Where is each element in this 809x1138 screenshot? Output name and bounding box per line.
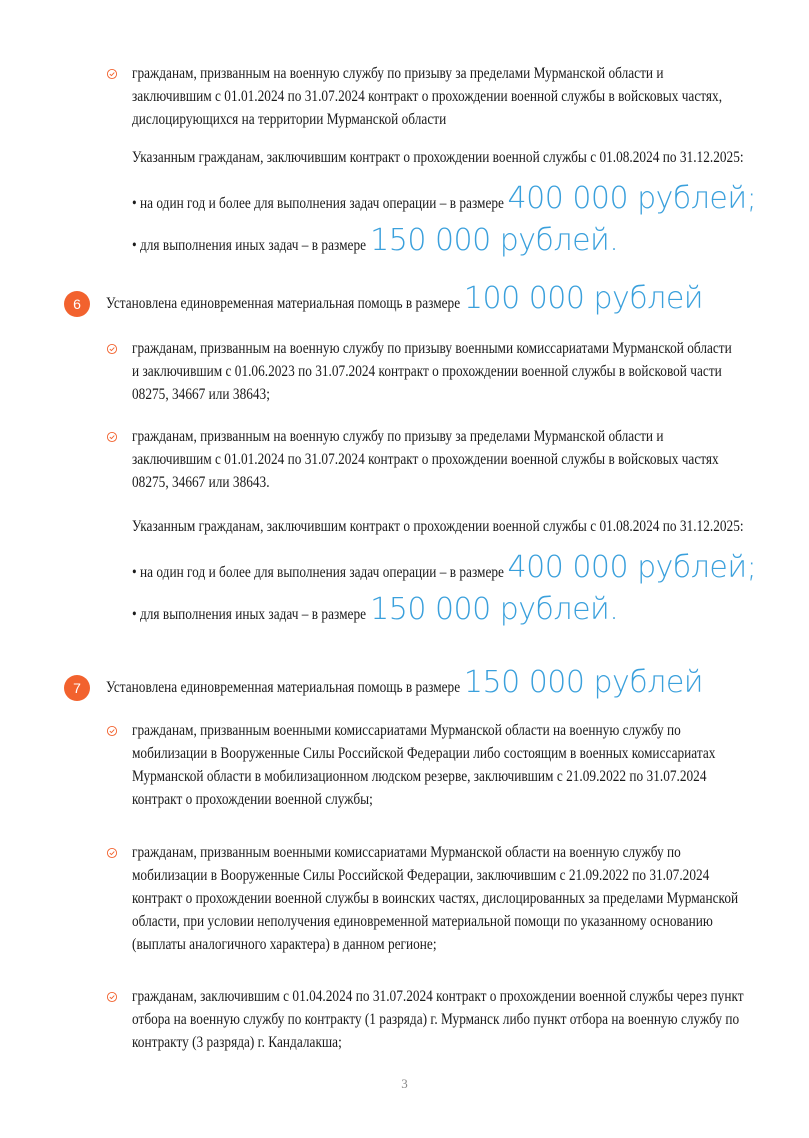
list-item: гражданам, заключившим с 01.04.2024 по 31.07.2024 контракт о прохождении военной службы через пункт отбора на военную службу по контракту (1 разряда) г. Мурманск либо пункт отбора на военную службу по контракту (3 разряда) г. Кандалакша;: [132, 988, 744, 1051]
section-amount: 100 000 рублей: [463, 281, 704, 316]
list-item: гражданам, призванным на военную службу по призыву за пределами Мурманской области и заключившим с 01.01.2024 по 31.07.2024 контракт о прохождении военной службы в войсковых частях, дислоцирующихся на территории Мурманской области: [132, 65, 723, 128]
list-item: гражданам, призванным военными комиссариатами Мурманской области на военную службу по мобилизации в Вооруженные Силы Российской Федерации либо состоящим в военных комиссариатах Мурманской области в мобилизационном людском резерве, заключившим с 21.09.2022 по 31.07.2024 контракт о прохождении военной службы;: [132, 722, 716, 808]
list-item: гражданам, призванным на военную службу по призыву военными комиссариатами Мурманской области и заключившим с 01.06.2023 по 31.07.2024 контракт о прохождении военной службы в войсковой части 08275, 34667 или 38643;: [132, 340, 732, 403]
amount-line-text: • для выполнения иных задач – в размере: [132, 237, 367, 254]
check-circle-icon: [106, 991, 118, 1003]
check-circle-icon: [106, 725, 118, 737]
section-heading: [106, 281, 704, 316]
check-circle-icon: [106, 68, 118, 80]
section-title: Установлена единовременная материальная помощь в размере: [106, 679, 461, 696]
amount-line-text: • для выполнения иных задач – в размере: [132, 606, 367, 623]
amount-line: [132, 181, 757, 216]
amount-line: [132, 550, 757, 585]
section-amount: 150 000 рублей: [463, 665, 704, 700]
check-circle-icon: [106, 847, 118, 859]
list-item: гражданам, призванным на военную службу по призыву за пределами Мурманской области и заключившим с 01.01.2024 по 31.07.2024 контракт о прохождении военной службы в войсковых частях 08275, 34667 или 38643.: [132, 428, 719, 491]
amount-value: 150 000 рублей.: [370, 592, 619, 627]
note-text: Указанным гражданам, заключившим контракт о прохождении военной службы с 01.08.2024 по 31.12.2025:: [132, 149, 744, 166]
check-circle-icon: [106, 431, 118, 443]
section-title: Установлена единовременная материальная помощь в размере: [106, 295, 461, 312]
amount-value: 400 000 рублей;: [507, 550, 757, 585]
section-number-badge: 6: [64, 291, 90, 317]
amount-line-text: • на один год и более для выполнения задач операции – в размере: [132, 195, 504, 212]
check-circle-icon: [106, 343, 118, 355]
page-number: 3: [401, 1076, 408, 1091]
amount-line-text: • на один год и более для выполнения задач операции – в размере: [132, 564, 504, 581]
note-text: Указанным гражданам, заключившим контракт о прохождении военной службы с 01.08.2024 по 31.12.2025:: [132, 518, 744, 535]
section-heading: [106, 665, 704, 700]
section-number-badge: 7: [64, 675, 90, 701]
amount-line: [132, 592, 619, 627]
amount-value: 400 000 рублей;: [507, 181, 757, 216]
list-item: гражданам, призванным военными комиссариатами Мурманской области на военную службу по мобилизации в Вооруженные Силы Российской Федерации, заключившим с 21.09.2022 по 31.07.2024 контракт о прохождении военной службы в воинских частях, дислоцированных за пределами Мурманской области, при условии неполучения единовременной материальной помощи по указанному основанию (выплаты аналогичного характера) в данном регионе;: [132, 844, 739, 953]
amount-line: [132, 223, 619, 258]
amount-value: 150 000 рублей.: [370, 223, 619, 258]
